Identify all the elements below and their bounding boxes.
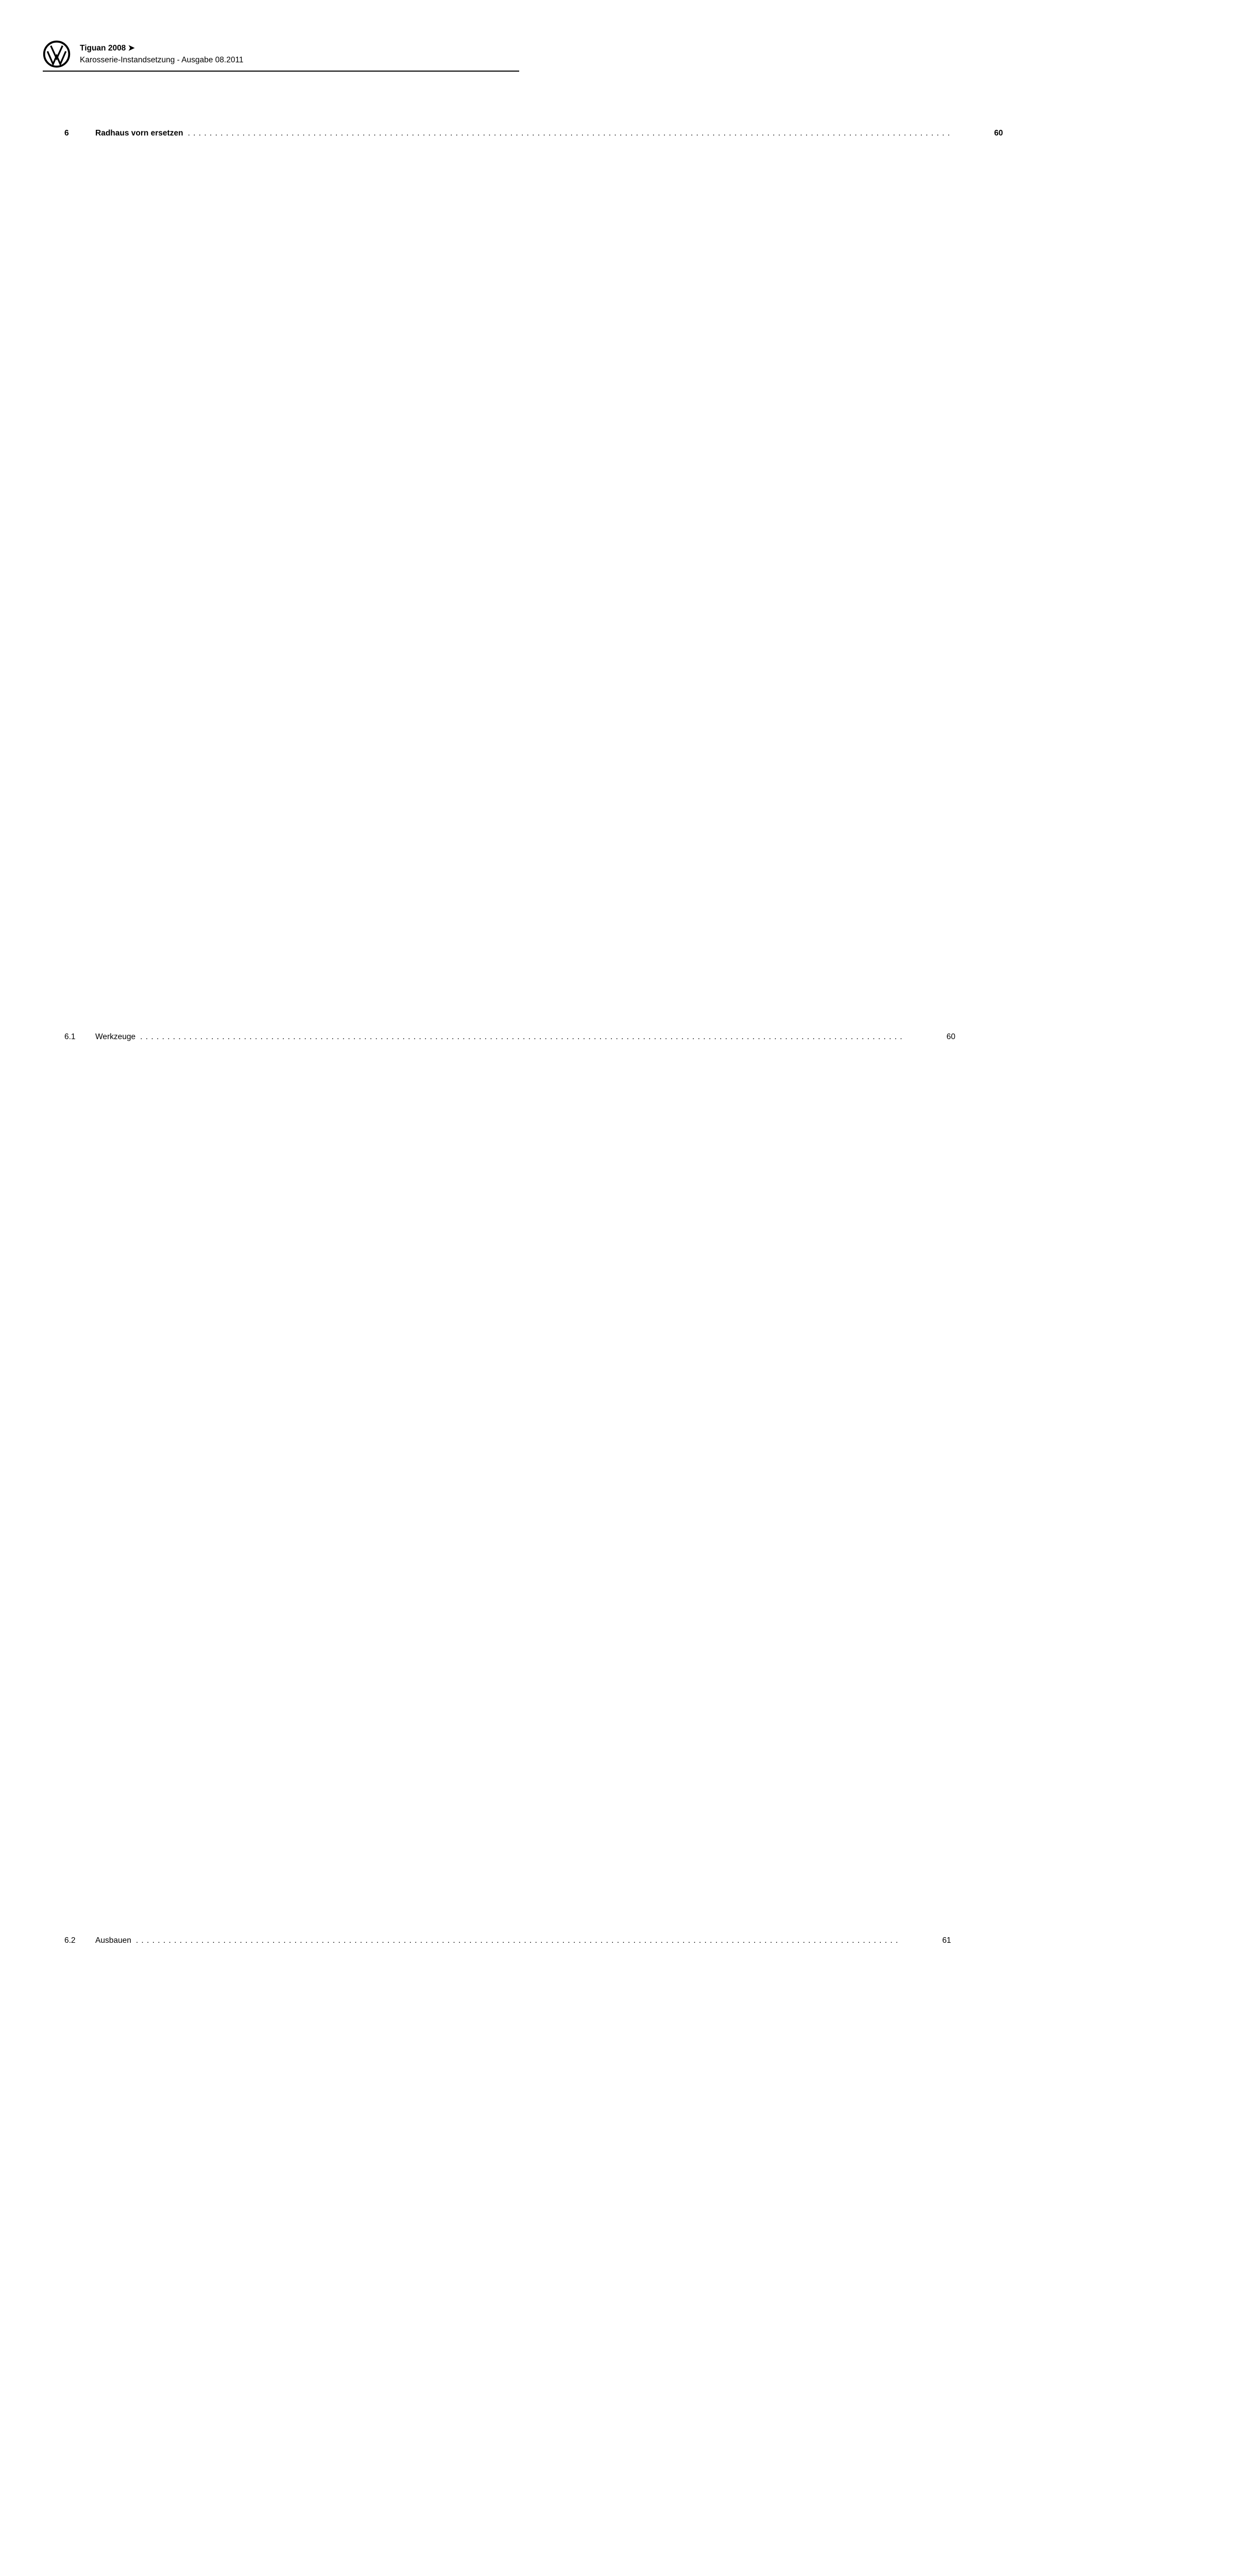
toc-entry-number: 6.2 xyxy=(64,1936,76,1945)
toc-list xyxy=(43,83,1003,2576)
page-header xyxy=(43,40,519,68)
toc-entry-number: 6 xyxy=(64,129,69,138)
toc-entry-number: 6.1 xyxy=(64,1032,76,1041)
toc-entry-title: Ausbauen xyxy=(95,1936,131,1945)
toc-entry-title: Werkzeuge xyxy=(95,1032,136,1041)
toc-entry-page: 61 xyxy=(942,1936,951,1945)
manual-title: Karosserie-Instandsetzung - Ausgabe 08.2011 xyxy=(80,55,244,64)
toc-row xyxy=(43,991,955,1894)
header-text xyxy=(80,44,244,65)
dot-leader xyxy=(136,1935,899,1946)
vehicle-model: Tiguan 2008 ➤ xyxy=(80,43,135,53)
toc-row xyxy=(43,1894,951,2576)
dot-leader xyxy=(188,127,951,139)
toc-row xyxy=(43,87,1003,991)
dot-leader xyxy=(140,1031,903,1043)
toc-entry-title: Radhaus vorn ersetzen xyxy=(95,129,183,138)
toc-entry-page: 60 xyxy=(994,129,1003,138)
header-divider xyxy=(43,71,519,72)
vw-logo-icon xyxy=(43,40,71,68)
toc-entry-page: 60 xyxy=(946,1032,955,1041)
